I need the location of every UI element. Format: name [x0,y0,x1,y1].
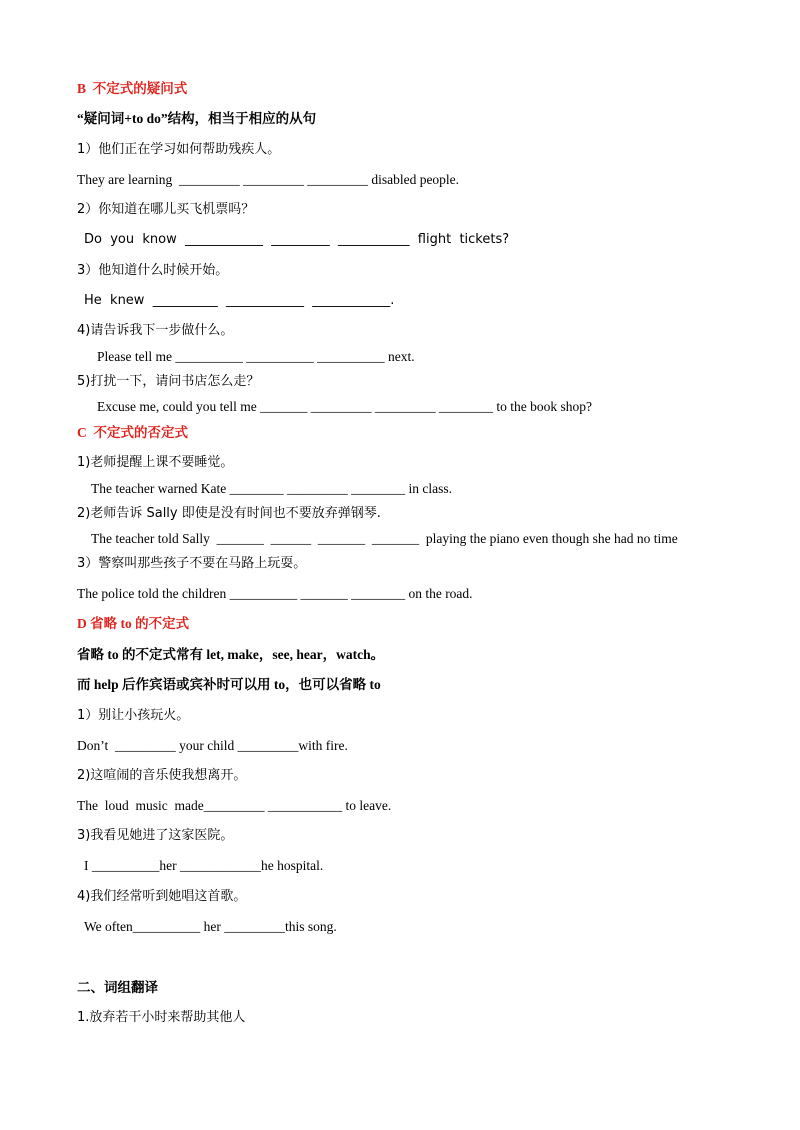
section-d-rule-2: 而 help 后作宾语或宾补时可以用 to，也可以省略 to [77,677,381,692]
phrase-item: 1.放弃若干小时来帮助其他人 [77,1010,246,1025]
section-c-heading: C 不定式的否定式 [77,425,188,440]
question-cn: 1）别让小孩玩火。 [77,708,190,723]
question-cn: 2)老师告诉 Sally 即使是没有时间也不要放弃弹钢琴. [77,506,381,521]
answer-line: We often__________ her _________this song. [84,919,337,934]
question-cn: 5)打扰一下，请问书店怎么走？ [77,374,260,389]
answer-line: The police told the children __________ _______ ________ on the road. [77,586,473,601]
answer-line: Do you know ____________ _________ ___________ flight tickets? [84,232,510,247]
question-cn: 4)我们经常听到她唱这首歌。 [77,889,247,904]
question-cn: 2)这喧闹的音乐使我想离开。 [77,768,247,783]
answer-line: I __________her ____________he hospital. [84,858,324,873]
answer-line: Please tell me __________ __________ __________ next. [97,349,415,364]
answer-line: The teacher told Sally _______ ______ _______ _______ playing the piano even though she had no time [91,531,678,546]
answer-line: They are learning _________ _________ _________ disabled people. [77,172,460,187]
section-d-heading: D 省略 to 的不定式 [77,616,190,631]
question-cn: 1)老师提醒上课不要睡觉。 [77,455,234,470]
answer-line: The loud music made_________ ___________ to leave. [77,798,392,813]
answer-line: The teacher warned Kate ________ _________ ________ in class. [91,481,453,496]
section-d-rule-1: 省略 to 的不定式常有 let, make，see, hear，watch。 [77,647,385,662]
section-b-heading: B 不定式的疑问式 [77,81,188,96]
section-b-rule: “疑问词+to do”结构，相当于相应的从句 [77,111,317,126]
question-cn: 1）他们正在学习如何帮助残疾人。 [77,142,281,157]
question-cn: 4)请告诉我下一步做什么。 [77,323,234,338]
answer-line: Excuse me, could you tell me _______ _________ _________ ________ to the book shop? [97,399,592,414]
question-cn: 3）警察叫那些孩子不要在马路上玩耍。 [77,556,307,571]
question-cn: 2）你知道在哪儿买飞机票吗？ [77,202,255,217]
section-2-heading: 二、词组翻译 [77,980,158,995]
question-cn: 3)我看见她进了这家医院。 [77,828,234,843]
answer-line: Don’t _________ your child _________with fire. [77,738,348,753]
answer-line: He knew __________ ____________ ____________. [84,293,395,308]
question-cn: 3）他知道什么时候开始。 [77,263,229,278]
